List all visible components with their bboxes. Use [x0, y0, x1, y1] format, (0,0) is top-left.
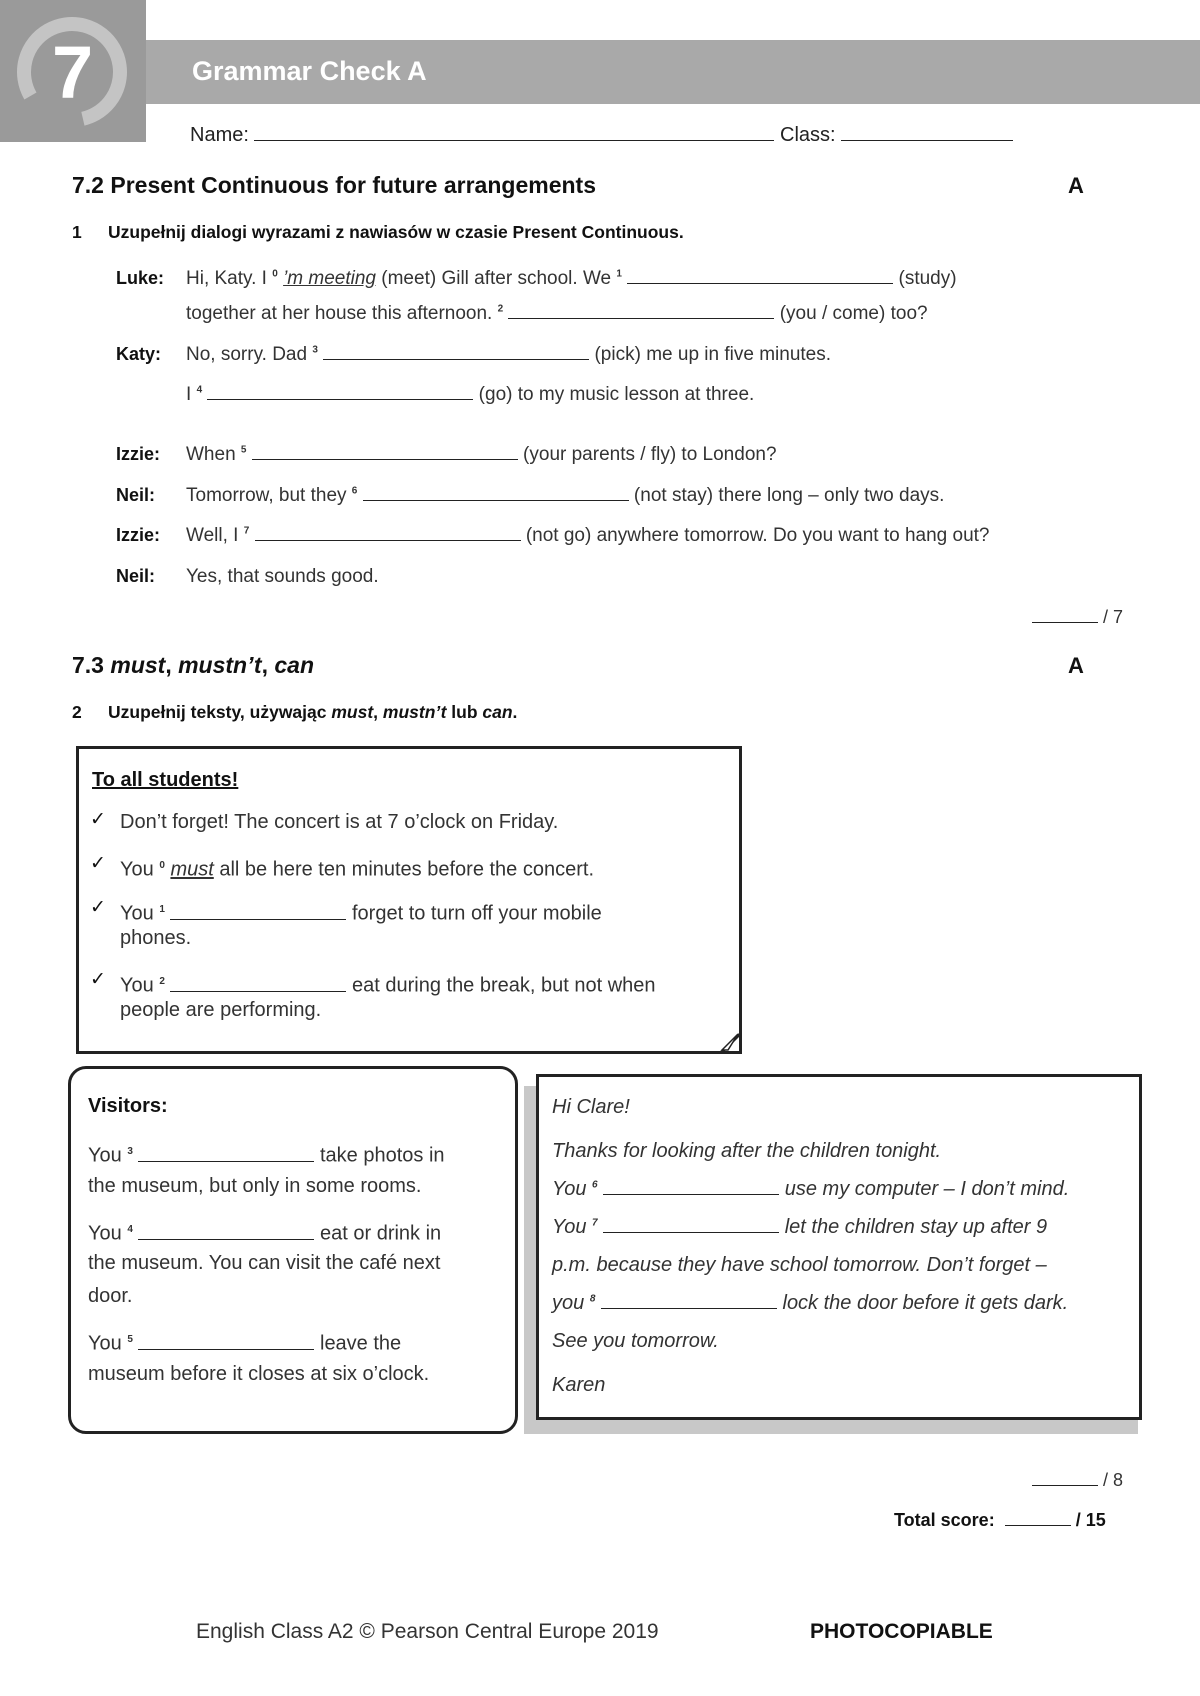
answer-blank[interactable]	[170, 977, 346, 992]
answer-blank[interactable]	[255, 526, 521, 541]
task-number: 1	[72, 222, 82, 242]
answer-blank[interactable]	[323, 345, 589, 360]
speaker-label: Izzie:	[116, 444, 161, 464]
section-title: 7.3 must, mustn’t, can	[72, 652, 314, 678]
speaker-label: Neil:	[116, 566, 156, 586]
total-score: Total score: / 15	[894, 1510, 1106, 1530]
dialogue-line: Yes, that sounds good.	[186, 566, 379, 587]
example-answer: must	[170, 858, 214, 881]
visitors-line: the museum, but only in some rooms.	[88, 1175, 422, 1197]
tick-icon: ✓	[90, 969, 106, 990]
dialogue-line: When $^5$ (your parents / fly) to London?	[186, 444, 777, 465]
answer-blank[interactable]	[138, 1225, 314, 1240]
dialogue-line: No, sorry. Dad $^3$ (pick) me up in five minutes.	[186, 344, 832, 365]
answer-blank[interactable]	[138, 1147, 314, 1162]
notice-item-cont: phones.	[120, 927, 192, 949]
notice-item: Don’t forget! The concert is at 7 o’clock on Friday.	[120, 811, 559, 833]
dialogue-line: I $^4$ (go) to my music lesson at three.	[186, 384, 755, 405]
answer-blank[interactable]	[627, 269, 893, 284]
name-label: Name:	[190, 124, 249, 146]
score-blank[interactable]	[1032, 608, 1098, 623]
speaker-label: Neil:	[116, 485, 156, 505]
tick-icon: ✓	[90, 853, 106, 874]
visitors-line: You $^4$ eat or drink in	[88, 1222, 442, 1245]
visitors-heading: Visitors:	[88, 1095, 168, 1117]
dialogue-line: Tomorrow, but they $^6$ (not stay) there long – only two days.	[186, 485, 945, 506]
note-line: See you tomorrow.	[552, 1330, 719, 1352]
answer-blank[interactable]	[170, 905, 346, 920]
unit-badge	[0, 0, 146, 142]
notice-item: You $^1$ forget to turn off your mobile	[120, 902, 602, 925]
note-greeting: Hi Clare!	[552, 1096, 630, 1118]
note-line: You $^7$ let the children stay up after 9	[552, 1216, 1048, 1238]
page-title: Grammar Check A	[192, 56, 427, 86]
speaker-label: Luke:	[116, 268, 165, 288]
total-score-blank[interactable]	[1005, 1511, 1071, 1526]
visitors-line: door.	[88, 1285, 133, 1307]
name-class-line	[190, 124, 1013, 147]
name-field[interactable]	[254, 126, 774, 141]
notice-item: You $^0$ must all be here ten minutes before the concert.	[120, 858, 595, 881]
answer-blank[interactable]	[138, 1335, 314, 1350]
visitors-line: You $^5$ leave the	[88, 1332, 402, 1355]
answer-blank[interactable]	[508, 304, 774, 319]
speaker-label: Katy:	[116, 344, 162, 364]
section-score: / 7	[1032, 607, 1123, 628]
notice-item-cont: people are performing.	[120, 999, 322, 1021]
section-score: / 8	[1032, 1470, 1123, 1491]
score-blank[interactable]	[1032, 1471, 1098, 1486]
folded-corner-icon	[720, 1030, 742, 1052]
answer-blank[interactable]	[252, 445, 518, 460]
unit-number: 7	[52, 31, 94, 114]
class-field[interactable]	[841, 126, 1013, 141]
note-line: you $^8$ lock the door before it gets dark.	[552, 1292, 1069, 1314]
visitors-line: You $^3$ take photos in	[88, 1144, 445, 1167]
answer-blank[interactable]	[601, 1294, 777, 1309]
task-number: 2	[72, 702, 82, 722]
tick-icon: ✓	[90, 809, 106, 830]
task-instruction: Uzupełnij dialogi wyrazami z nawiasów w czasie Present Continuous.	[108, 222, 684, 242]
footer-copyright: English Class A2 © Pearson Central Europe 2019	[196, 1620, 659, 1643]
footer-photocopiable: PHOTOCOPIABLE	[810, 1620, 993, 1643]
example-answer: ’m meeting	[283, 268, 376, 289]
visitors-line: museum before it closes at six o’clock.	[88, 1363, 430, 1385]
answer-blank[interactable]	[363, 486, 629, 501]
notice-heading: To all students!	[92, 769, 239, 791]
tick-icon: ✓	[90, 897, 106, 918]
section-title: 7.2 Present Continuous for future arrangements	[72, 172, 596, 198]
dialogue-line: Hi, Katy. I $^0$ ’m meeting (meet) Gill after school. We $^1$ (study)	[186, 268, 957, 289]
answer-blank[interactable]	[603, 1180, 779, 1195]
speaker-label: Izzie:	[116, 525, 161, 545]
section-level: A	[1068, 653, 1084, 678]
note-signature: Karen	[552, 1374, 606, 1396]
class-label: Class:	[780, 124, 836, 146]
visitors-line: the museum. You can visit the café next	[88, 1252, 441, 1274]
note-box	[536, 1074, 1142, 1420]
notice-item: You $^2$ eat during the break, but not when	[120, 974, 656, 997]
note-line: Thanks for looking after the children tonight.	[552, 1140, 942, 1162]
note-line: p.m. because they have school tomorrow. Don’t forget –	[552, 1254, 1047, 1276]
dialogue-line: together at her house this afternoon. $^2$ (you / come) too?	[186, 303, 928, 324]
dialogue-line: Well, I $^7$ (not go) anywhere tomorrow. Do you want to hang out?	[186, 525, 990, 546]
note-line: You $^6$ use my computer – I don’t mind.	[552, 1178, 1070, 1200]
answer-blank[interactable]	[207, 385, 473, 400]
task-instruction: Uzupełnij teksty, używając must, mustn’t lub can.	[108, 702, 518, 722]
section-level: A	[1068, 173, 1084, 198]
answer-blank[interactable]	[603, 1218, 779, 1233]
